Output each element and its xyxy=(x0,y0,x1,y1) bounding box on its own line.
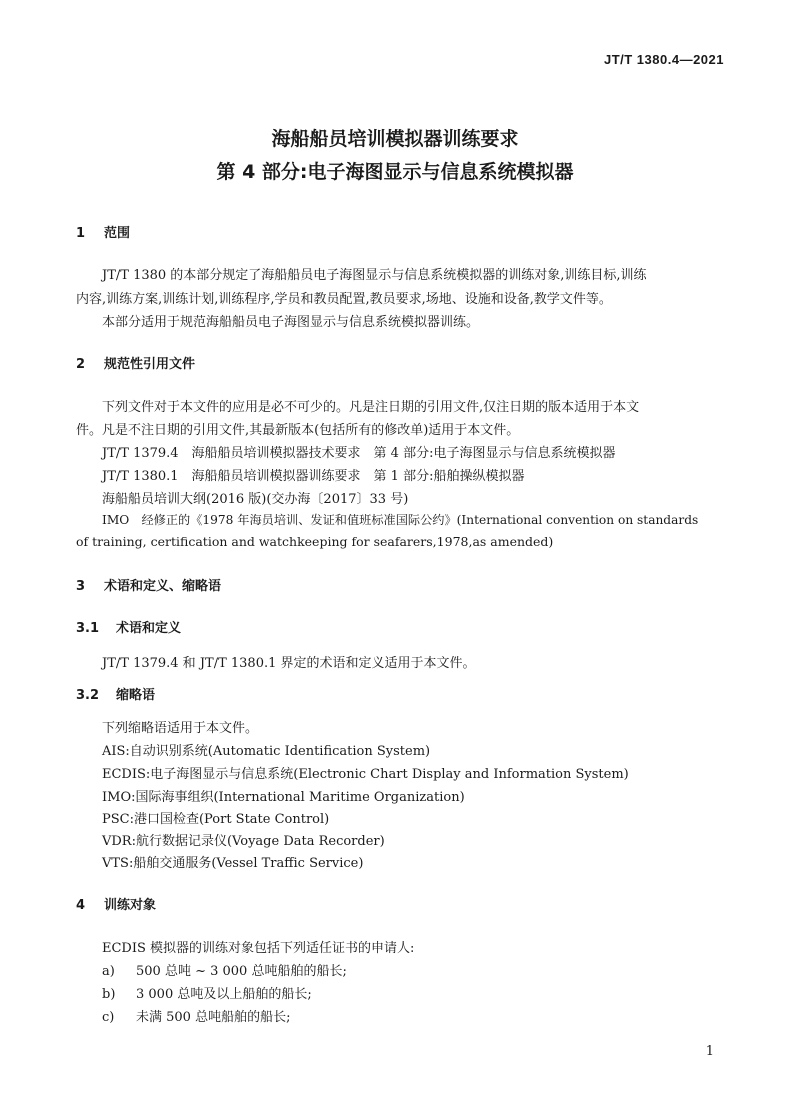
subsection-title: 缩略语 xyxy=(116,688,156,703)
section-2-heading xyxy=(76,353,195,372)
section-title: 范围 xyxy=(104,226,131,241)
list-item xyxy=(102,983,312,1002)
abbreviation-item: VTS:船舶交通服务(Vessel Traffic Service) xyxy=(102,856,364,871)
document-title-line1: 海船船员培训模拟器训练要求 xyxy=(271,128,519,150)
abbreviation-item: AIS:自动识别系统(Automatic Identification System) xyxy=(102,744,431,759)
subsection-number: 3.2 xyxy=(76,688,100,703)
section-3-2-heading xyxy=(76,684,155,703)
abbreviation-item: VDR:航行数据记录仪(Voyage Data Recorder) xyxy=(102,834,385,849)
reference-item: JT/T 1380.1 海船船员培训模拟器训练要求 第 1 部分:船舶操纵模拟器 xyxy=(102,469,525,484)
subsection-title: 术语和定义 xyxy=(116,621,182,636)
section-number: 2 xyxy=(76,357,86,372)
s1-paragraph-2: 本部分适用于规范海船船员电子海图显示与信息系统模拟器训练。 xyxy=(102,315,480,330)
s2-paragraph-line1: 下列文件对于本文件的应用是必不可少的。凡是注日期的引用文件,仅注日期的版本适用于本文 xyxy=(102,400,640,415)
imo-reference-line1: IMO 经修正的《1978 年海员培训、发证和值班标准国际公约》(International convention on standards xyxy=(102,513,699,527)
section-number: 3 xyxy=(76,579,86,594)
section-1-heading xyxy=(76,222,130,241)
list-item-text: 3 000 总吨及以上船舶的船长; xyxy=(136,987,312,1002)
section-4-heading xyxy=(76,894,156,913)
abbreviation-item: PSC:港口国检查(Port State Control) xyxy=(102,812,330,827)
section-3-heading xyxy=(76,575,221,594)
reference-item: JT/T 1379.4 海船船员培训模拟器技术要求 第 4 部分:电子海图显示与信息系统模拟器 xyxy=(102,446,616,461)
list-item-label: a) xyxy=(102,964,115,979)
s1-paragraph-line2: 内容,训练方案,训练计划,训练程序,学员和教员配置,教员要求,场地、设施和设备,教学文件等。 xyxy=(76,292,612,307)
reference-item: 海船船员培训大纲(2016 版)(交办海〔2017〕33 号) xyxy=(102,492,409,507)
list-item xyxy=(102,960,347,979)
s4-intro: ECDIS 模拟器的训练对象包括下列适任证书的申请人: xyxy=(102,941,415,956)
subsection-number: 3.1 xyxy=(76,621,100,636)
section-number: 1 xyxy=(76,226,86,241)
list-item-text: 未满 500 总吨船舶的船长; xyxy=(136,1010,291,1025)
s31-paragraph: JT/T 1379.4 和 JT/T 1380.1 界定的术语和定义适用于本文件。 xyxy=(102,656,476,671)
page-number: 1 xyxy=(705,1044,714,1059)
s2-paragraph-line2: 件。凡是不注日期的引用文件,其最新版本(包括所有的修改单)适用于本文件。 xyxy=(76,423,520,438)
document-title-line2: 第 4 部分:电子海图显示与信息系统模拟器 xyxy=(216,161,574,183)
section-number: 4 xyxy=(76,898,86,913)
s1-paragraph-line1: JT/T 1380 的本部分规定了海船船员电子海图显示与信息系统模拟器的训练对象,训练目标,训练 xyxy=(102,268,647,283)
section-title: 训练对象 xyxy=(104,898,157,913)
abbreviation-item: IMO:国际海事组织(International Maritime Organization) xyxy=(102,790,465,805)
list-item xyxy=(102,1006,290,1025)
imo-reference-line2: of training, certification and watchkeeping for seafarers,1978,as amended) xyxy=(76,534,554,549)
list-item-text: 500 总吨 ~ 3 000 总吨船舶的船长; xyxy=(136,964,347,979)
list-item-label: b) xyxy=(102,987,116,1002)
abbreviation-item: ECDIS:电子海图显示与信息系统(Electronic Chart Display and Information System) xyxy=(102,767,629,782)
list-item-label: c) xyxy=(102,1010,115,1025)
standard-code: JT/T 1380.4—2021 xyxy=(603,52,724,67)
section-3-1-heading xyxy=(76,617,181,636)
section-title: 术语和定义、缩略语 xyxy=(104,579,222,594)
s32-intro: 下列缩略语适用于本文件。 xyxy=(102,721,259,736)
section-title: 规范性引用文件 xyxy=(104,357,196,372)
